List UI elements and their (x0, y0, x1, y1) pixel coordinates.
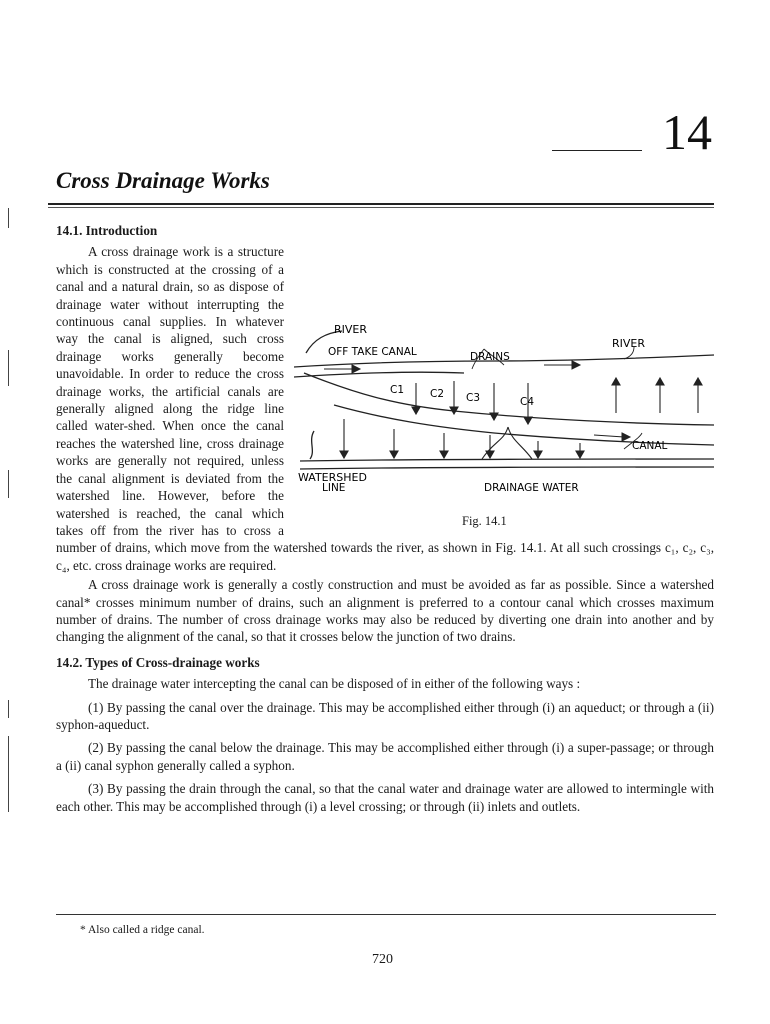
body-text (56, 216, 714, 815)
label-line: LINE (322, 482, 346, 495)
label-off-take-canal: OFF TAKE CANAL (328, 346, 417, 359)
margin-mark (8, 736, 9, 812)
label-c3: C3 (466, 392, 481, 405)
types-paragraph: The drainage water intercepting the canal can be disposed of in either of the following ways : (88, 676, 581, 692)
page-number: 720 (372, 952, 393, 967)
types-item-3: (3) By passing the drain through the canal, so that the canal water and drainage water are allowed to intermingle with each other. This may be accomplished through (i) a level crossing; or through (ii) inlets and outlets. (56, 781, 714, 814)
figure-caption: Fig. 14.1 (462, 514, 507, 529)
title-rule-thin (48, 207, 714, 208)
chapter-title: Cross Drainage Works (56, 168, 270, 193)
label-river-right: RIVER (612, 337, 646, 351)
label-c4: C4 (520, 396, 535, 409)
footnote: * Also called a ridge canal. (80, 924, 205, 936)
label-c1: C1 (390, 384, 405, 397)
chapter-rule (552, 150, 642, 151)
canal-drainage-diagram (294, 323, 714, 513)
margin-mark (8, 208, 9, 228)
intro-paragraph-2: A cross drainage work is generally a costly construction and must be avoided as far as possible. Since a watershed canal* crosses minimum number of drains, such an alignment is preferred to a contour canal which crosses maximum number of drains. The number of cross drainage works may also be reduced by diverting one drain into another and by changing the alignment of the canal, so that it crosses below the junction of two drains. (56, 577, 714, 645)
types-item-1: (1) By passing the canal over the drainage. This may be accomplished either through (i) an aqueduct; or through a (ii) syphon-aqueduct. (56, 699, 714, 732)
footnote-rule (56, 914, 716, 915)
margin-mark (8, 350, 9, 386)
title-rule (48, 203, 714, 205)
intro-paragraph-1: A cross drainage work is a structure which is constructed at the crossing of a canal and a natural drain, so as dispose of drainage water without interrupting the continuous canal supplies. In whatever way the canal is aligned, such cross drainage works generally become unavoidable. In order to reduce the cross drainage works, the artificial canals are generally aligned along the ridge line called water-shed. When once the canal reaches the watershed line, cross drainage works are generally not required, unless the canal alignment is deviated from the watershed line. However, before the watershed is reached, the canal which takes off from the river has to cross a number of drains, which move from the watershed towards the river, as shown in Fig. 14.1. At all such crossings c₁, c₂, c₃, c₄, etc. cross drainage works are required. (56, 244, 714, 573)
label-canal: CANAL (632, 440, 668, 453)
chapter-number: 14 (662, 104, 712, 160)
types-item-2: (2) By passing the canal below the drainage. This may be accomplished either through (i) a super-passage; or through a (ii) canal syphon generally called a syphon. (56, 740, 714, 773)
margin-mark (8, 470, 9, 498)
section-heading-intro: 14.1. Introduction (56, 223, 158, 238)
label-watershed: WATERSHED (298, 471, 367, 485)
intro-block (56, 243, 714, 574)
label-drainage-water: DRAINAGE WATER (484, 482, 579, 495)
label-c2: C2 (430, 388, 445, 401)
label-river-top: RIVER (334, 323, 368, 337)
margin-mark (8, 700, 9, 718)
section-heading-types: 14.2. Types of Cross-drainage works (56, 654, 260, 670)
figure-14-1 (294, 323, 714, 533)
label-drains: DRAINS (470, 351, 510, 364)
